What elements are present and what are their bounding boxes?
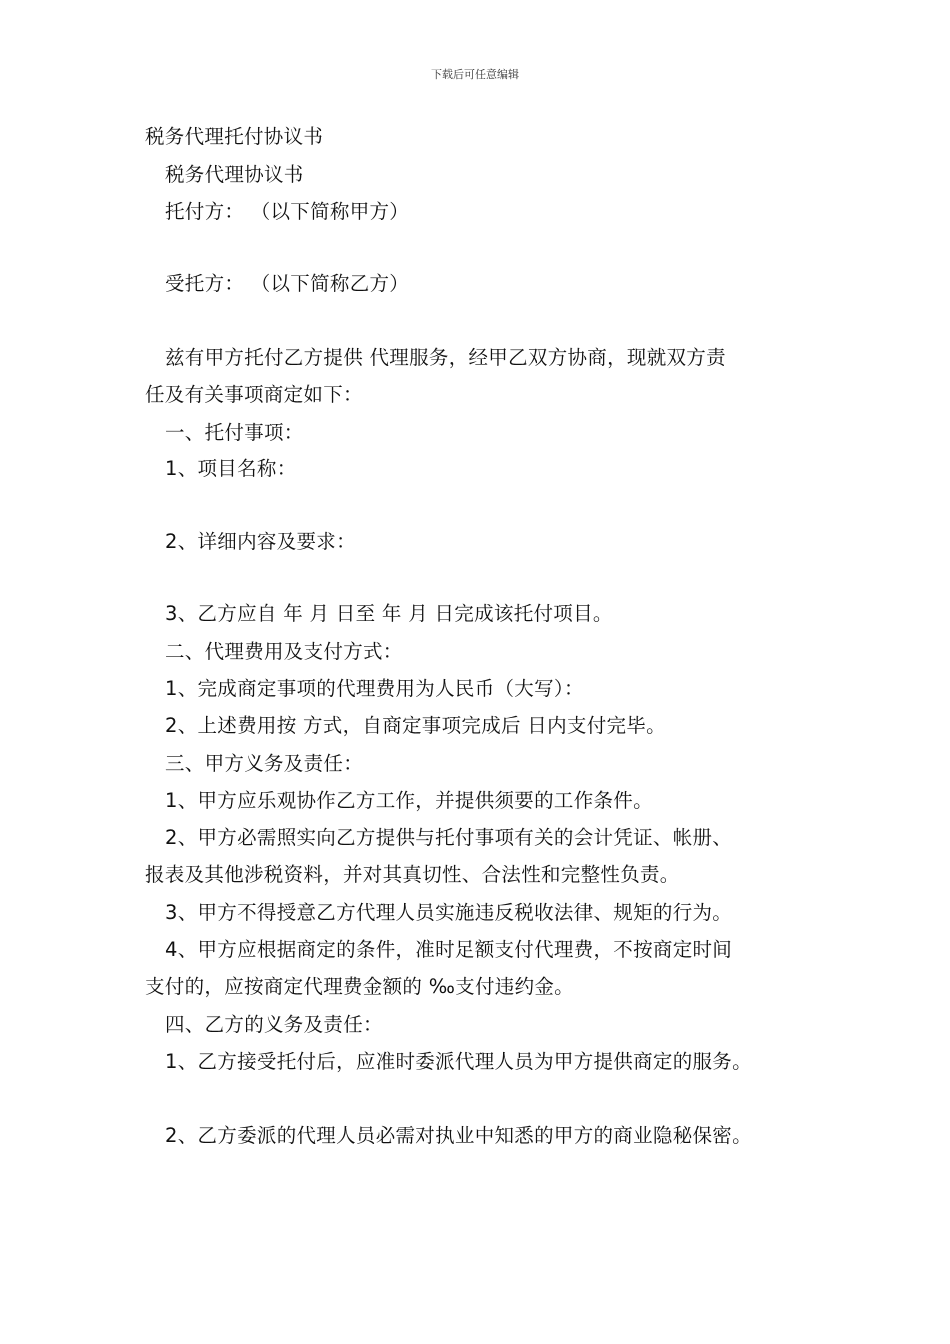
- section1-item3: 3、乙方应自 年 月 日至 年 月 日完成该托付项目。: [165, 602, 613, 625]
- section3-item2-line1: 2、甲方必需照实向乙方提供与托付事项有关的会计凭证、帐册、: [165, 826, 733, 849]
- document-subtitle: 税务代理协议书: [165, 163, 304, 186]
- section3-item4-line1: 4、甲方应根据商定的条件，准时足额支付代理费，不按商定时间: [165, 938, 733, 961]
- section3-item4-line2: 支付的，应按商定代理费金额的 ‰支付违约金。: [145, 975, 574, 998]
- section2-heading: 二、代理费用及支付方式：: [165, 640, 403, 663]
- section4-item1: 1、乙方接受托付后，应准时委派代理人员为甲方提供商定的服务。: [165, 1050, 752, 1073]
- section3-item1: 1、甲方应乐观协作乙方工作，并提供须要的工作条件。: [165, 789, 653, 812]
- header-note: 下载后可任意编辑: [431, 68, 519, 81]
- section2-item1: 1、完成商定事项的代理费用为人民币（大写）：: [165, 677, 584, 700]
- section1-heading: 一、托付事项：: [165, 421, 304, 444]
- section4-heading: 四、乙方的义务及责任：: [165, 1013, 383, 1036]
- document-title: 税务代理托付协议书: [145, 125, 324, 148]
- section1-item2: 2、详细内容及要求：: [165, 530, 356, 553]
- section4-item2: 2、乙方委派的代理人员必需对执业中知悉的甲方的商业隐秘保密。: [165, 1124, 752, 1147]
- section1-item1: 1、项目名称：: [165, 457, 297, 480]
- client-party-line: 托付方： （以下简称甲方）: [165, 200, 410, 223]
- section2-item2: 2、上述费用按 方式，自商定事项完成后 日内支付完毕。: [165, 714, 666, 737]
- section3-item3: 3、甲方不得授意乙方代理人员实施违反税收法律、规矩的行为。: [165, 901, 733, 924]
- intro-paragraph-line2: 任及有关事项商定如下：: [145, 383, 363, 406]
- agent-party-line: 受托方： （以下简称乙方）: [165, 272, 410, 295]
- section3-item2-line2: 报表及其他涉税资料，并对其真切性、合法性和完整性负责。: [145, 863, 680, 886]
- section3-heading: 三、甲方义务及责任：: [165, 752, 364, 775]
- intro-paragraph-line1: 兹有甲方托付乙方提供 代理服务，经甲乙双方协商，现就双方责: [165, 346, 726, 369]
